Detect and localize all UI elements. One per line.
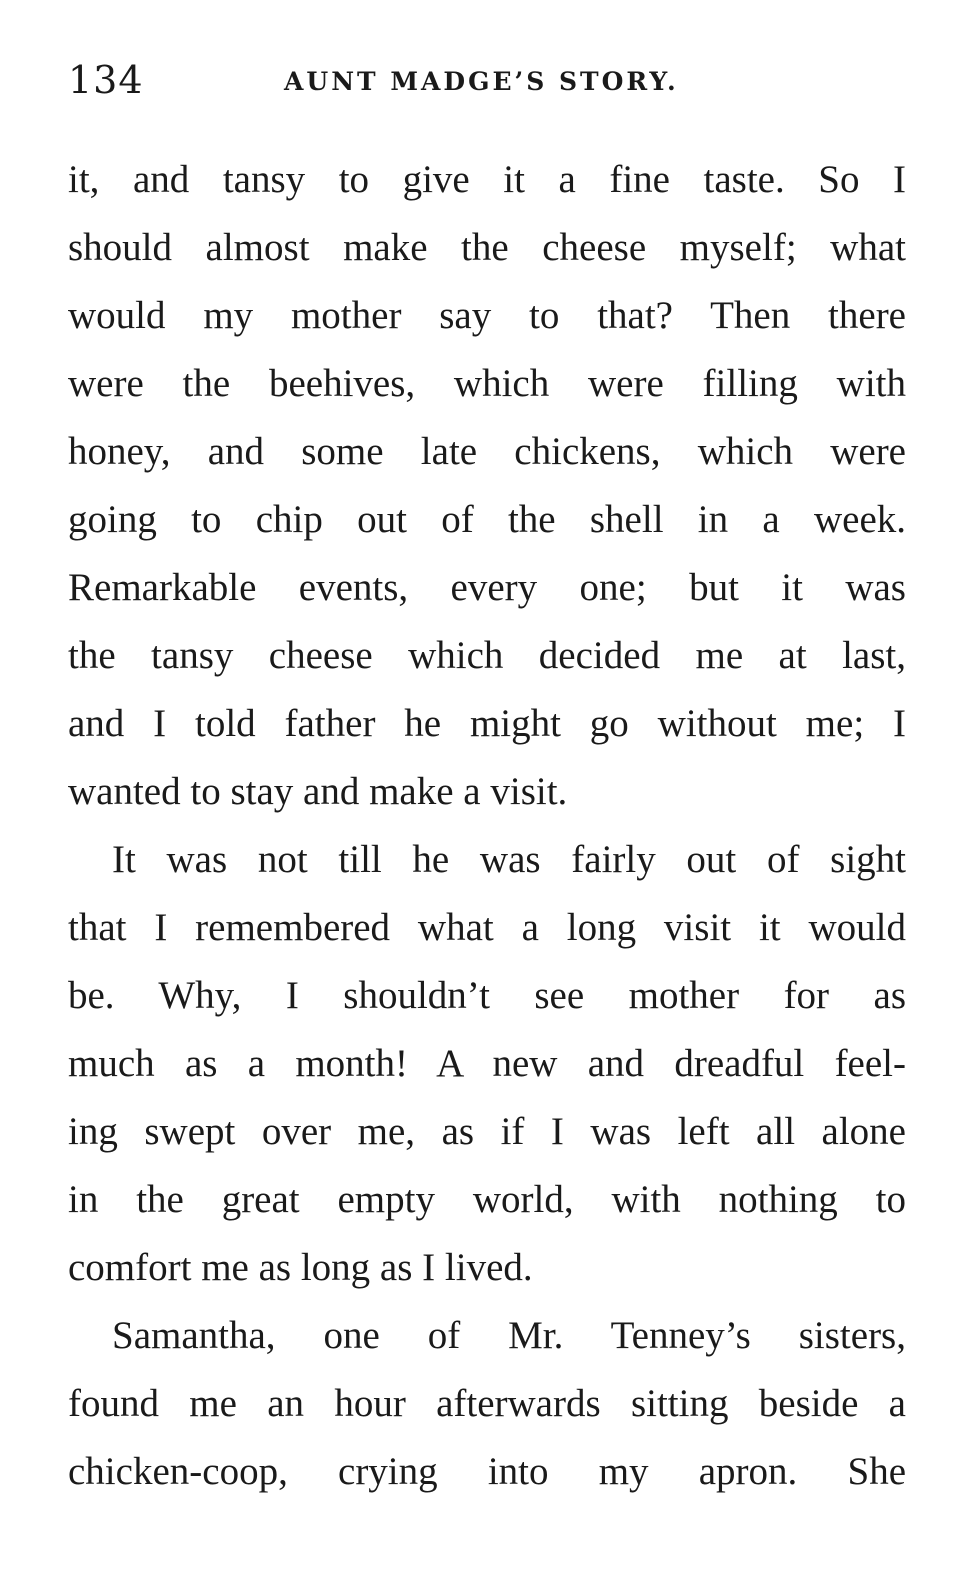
text-line: were the beehives, which were filling with — [68, 362, 906, 405]
text-line: much as a month! A new and dreadful feel- — [68, 1042, 906, 1085]
text-line: It was not till he was fairly out of sight — [112, 838, 906, 881]
text-line: chicken-coop, crying into my apron. She — [68, 1450, 906, 1493]
text-line: the tansy cheese which decided me at last, — [68, 634, 906, 677]
text-line: it, and tansy to give it a fine taste. So I — [68, 158, 906, 201]
text-line: Remarkable events, every one; but it was — [68, 566, 906, 609]
page-number: 134 — [68, 58, 144, 102]
text-line: wanted to stay and make a visit. — [68, 770, 568, 813]
text-line: and I told father he might go without me; I — [68, 702, 906, 745]
text-line: in the great empty world, with nothing to — [68, 1178, 906, 1221]
running-head — [68, 58, 908, 102]
paragraph-3 — [68, 1302, 906, 1506]
text-line: would my mother say to that? Then there — [68, 294, 906, 337]
text-line: going to chip out of the shell in a week. — [68, 498, 906, 541]
running-title: AUNT MADGE’S STORY. — [284, 67, 679, 96]
text-line: should almost make the cheese myself; what — [68, 226, 906, 269]
text-line: found me an hour afterwards sitting beside a — [68, 1382, 906, 1425]
text-line: comfort me as long as I lived. — [68, 1246, 533, 1289]
text-line: honey, and some late chickens, which were — [68, 430, 906, 473]
text-line: Samantha, one of Mr. Tenney’s sisters, — [112, 1314, 906, 1357]
text-line: ing swept over me, as if I was left all alone — [68, 1110, 906, 1153]
text-line: be. Why, I shouldn’t see mother for as — [68, 974, 906, 1017]
paragraph-2 — [68, 826, 906, 1302]
paragraph-1 — [68, 146, 906, 826]
body-text — [68, 146, 906, 1506]
text-line: that I remembered what a long visit it would — [68, 906, 906, 949]
